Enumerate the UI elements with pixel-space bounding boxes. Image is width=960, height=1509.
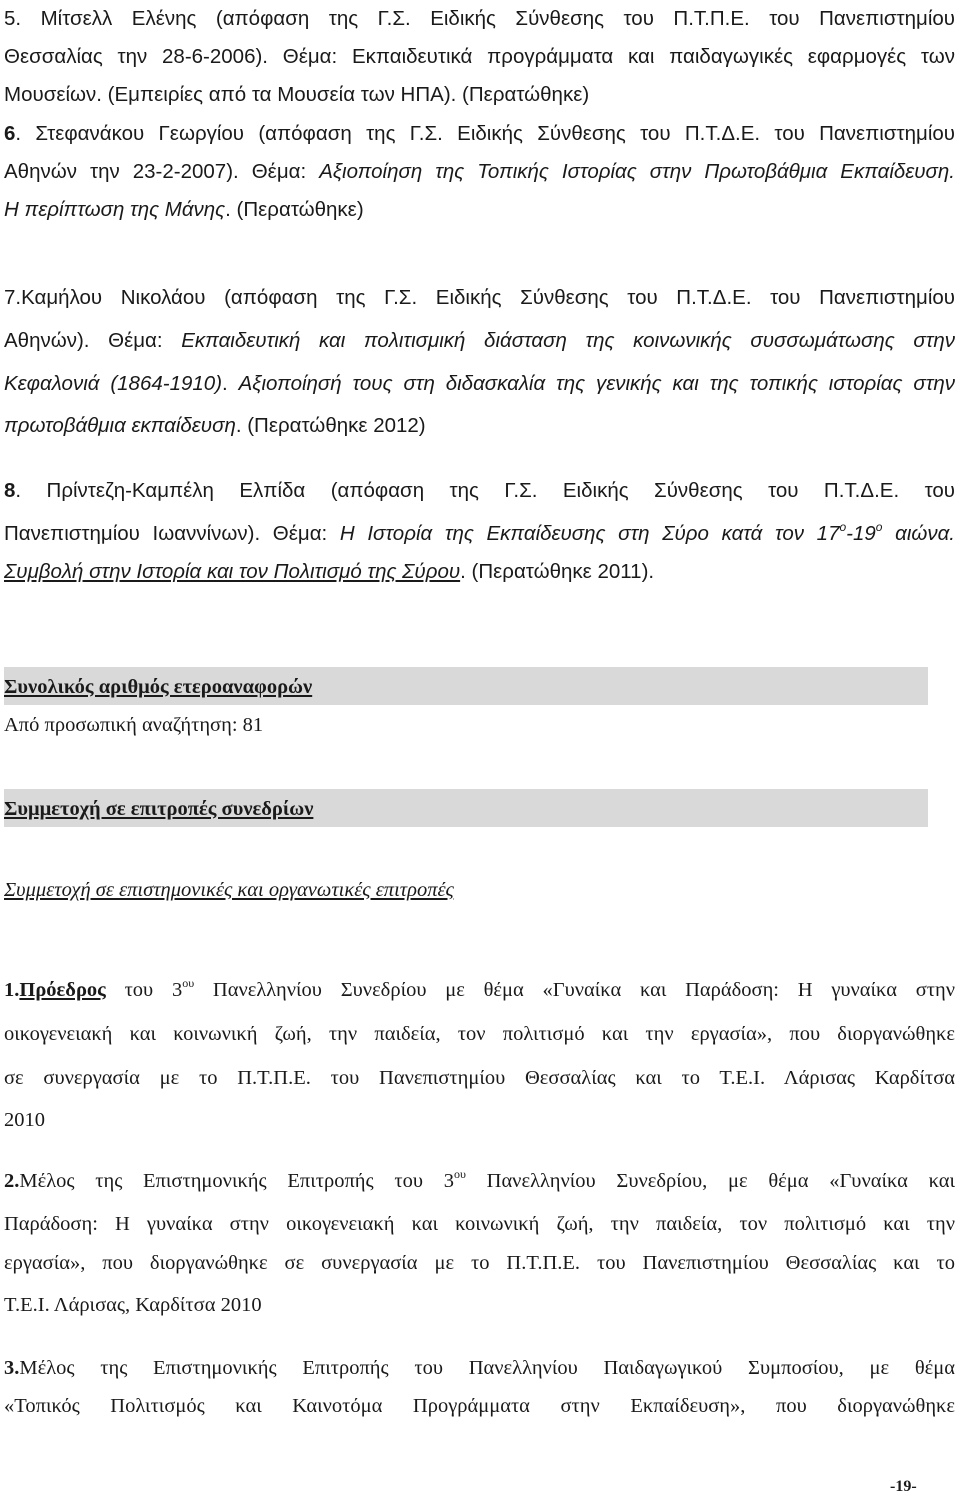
entry-8-line-2 <box>4 520 955 548</box>
entry-7-title-part-1: Εκπαιδευτική και πολιτισμική διάσταση της κοινωνικής συσσωμάτωσης στην <box>181 329 956 352</box>
entry-7-title-part-2: Κεφαλονιά (1864-1910) <box>4 372 223 395</box>
entry-7-title-part-3: Αξιοποίησή τους στη διδασκαλία της γενικής και της τοπικής ιστορίας στην <box>238 372 955 395</box>
entry-6-number: 6 <box>4 122 16 145</box>
committee-item-1-text-a: του 3 <box>105 979 183 1001</box>
entry-6-author: . Στεφανάκου Γεωργίου (απόφαση της Γ.Σ. Ειδικής Σύνθεσης του Π.Τ.Δ.Ε. του Πανεπιστημίου <box>15 122 955 145</box>
entry-6-title-part-2: Η περίπτωση της Μάνης <box>4 198 226 221</box>
committee-item-1-line-2: οικογενειακή και κοινωνική ζωή, την παιδεία, τον πολιτισμό και την εργασία», που διοργανώθηκε <box>4 1023 955 1045</box>
entry-8-title-superscript-2: ο <box>875 520 883 534</box>
committees-heading: Συμμετοχή σε επιτροπές συνεδρίων <box>4 798 314 820</box>
entry-6-title-part-1: Αξιοποίηση της Τοπικής Ιστορίας στην Πρωτοβάθμια Εκπαίδευση. <box>319 160 955 183</box>
entry-8-author: . Πρίντεζη-Καμπέλη Ελπίδα (απόφαση της Γ.Σ. Ειδικής Σύνθεσης του Π.Τ.Δ.Ε. του <box>15 479 955 502</box>
committees-subheading: Συμμετοχή σε επιστημονικές και οργανωτικές επιτροπές <box>4 879 454 901</box>
entry-7-status: . (Περατώθηκε 2012) <box>235 414 426 437</box>
committee-item-1-role: Πρόεδρος <box>19 979 106 1001</box>
entry-8-title-part-4: Συμβολή στην Ιστορία και τον Πολιτισμό της Σύρου <box>4 560 461 583</box>
entry-7-title-part-4: πρωτοβάθμια εκπαίδευση <box>4 414 236 437</box>
entry-7-line-1: 7.Καμήλου Νικολάου (απόφαση της Γ.Σ. Ειδικής Σύνθεσης του Π.Τ.Δ.Ε. του Πανεπιστημίου <box>4 286 955 309</box>
page-number: -19- <box>890 1478 917 1495</box>
citations-heading: Συνολικός αριθμός ετεροαναφορών <box>4 676 313 698</box>
entry-5-line-1: 5. Μίτσελλ Ελένης (απόφαση της Γ.Σ. Ειδικής Σύνθεσης του Π.Τ.Π.Ε. του Πανεπιστημίου <box>4 7 955 30</box>
entry-7-line-4 <box>4 412 955 440</box>
entry-6-subject-prefix: Αθηνών την 23-2-2007). Θέμα: <box>4 160 320 183</box>
entry-7-separator: . <box>222 372 239 395</box>
entry-7-subject-prefix: Αθηνών). Θέμα: <box>4 329 182 352</box>
entry-7-line-2 <box>4 327 955 355</box>
entry-8-line-1 <box>4 477 955 505</box>
entry-8-title-part-2: -19 <box>846 522 876 545</box>
entry-7-line-3 <box>4 370 955 398</box>
entry-6-status: . (Περατώθηκε) <box>225 198 364 221</box>
committee-item-1-number: 1. <box>4 979 20 1001</box>
committee-item-2-number: 2. <box>4 1170 20 1192</box>
committee-item-1-line-3: σε συνεργασία με το Π.Τ.Π.Ε. του Πανεπιστημίου Θεσσαλίας και το Τ.Ε.Ι. Λάρισας Καρδίτσα <box>4 1067 955 1089</box>
entry-6-line-2 <box>4 158 955 186</box>
entry-8-subject-prefix: Πανεπιστημίου Ιωαννίνων). Θέμα: <box>4 522 340 545</box>
entry-8-title-superscript-1: ο <box>839 520 847 534</box>
entry-5-line-2: Θεσσαλίας την 28-6-2006). Θέμα: Εκπαιδευτικά προγράμματα και παιδαγωγικές εφαρμογές των <box>4 45 955 68</box>
committee-item-2-line-4: Τ.Ε.Ι. Λάρισας, Καρδίτσα 2010 <box>4 1294 262 1316</box>
entry-8-line-3 <box>4 558 955 586</box>
committee-item-1-line-1 <box>4 976 955 1004</box>
entry-8-title-part-1: Η Ιστορία της Εκπαίδευσης στη Σύρο κατά τον 17 <box>339 522 840 545</box>
committee-item-1-line-4: 2010 <box>4 1109 45 1131</box>
committee-item-2-line-1 <box>4 1167 955 1195</box>
committee-item-3-number: 3. <box>4 1357 20 1379</box>
entry-8-number: 8 <box>4 479 16 502</box>
entry-8-title-part-3: αιώνα. <box>882 522 955 545</box>
committee-item-1-text-b: Πανελληνίου Συνεδρίου με θέμα «Γυναίκα και Παράδοση: Η γυναίκα στην <box>194 979 955 1001</box>
committee-item-2-superscript: ου <box>453 1167 466 1181</box>
entry-6-line-3 <box>4 196 955 224</box>
entry-5-line-3: Μουσείων. (Εμπειρίες από τα Μουσεία των ΗΠΑ). (Περατώθηκε) <box>4 83 590 106</box>
committee-item-2-text-a: Μέλος της Επιστημονικής Επιτροπής του 3 <box>19 1170 454 1192</box>
committee-item-1-superscript: ου <box>182 976 195 990</box>
committee-item-2-line-2: Παράδοση: Η γυναίκα στην οικογενειακή και κοινωνική ζωή, την παιδεία, τον πολιτισμό και την <box>4 1213 955 1235</box>
committee-item-3-text: Μέλος της Επιστημονικής Επιτροπής του Πανελληνίου Παιδαγωγικού Συμποσίου, με θέμα <box>19 1357 955 1379</box>
committee-item-3-line-1 <box>4 1354 955 1382</box>
committee-item-2-text-b: Πανελληνίου Συνεδρίου, με θέμα «Γυναίκα και <box>465 1170 955 1192</box>
entry-6-line-1 <box>4 120 955 148</box>
committee-item-3-line-2: «Τοπικός Πολιτισμός και Καινοτόμα Προγράμματα στην Εκπαίδευση», που διοργανώθηκε <box>4 1395 955 1417</box>
committee-item-2-line-3: εργασία», που διοργανώθηκε σε συνεργασία με το Π.Τ.Π.Ε. του Πανεπιστημίου Θεσσαλίας και το <box>4 1252 955 1274</box>
entry-8-status: . (Περατώθηκε 2011). <box>460 560 655 583</box>
citations-value: Από προσωπική αναζήτηση: 81 <box>4 714 264 736</box>
